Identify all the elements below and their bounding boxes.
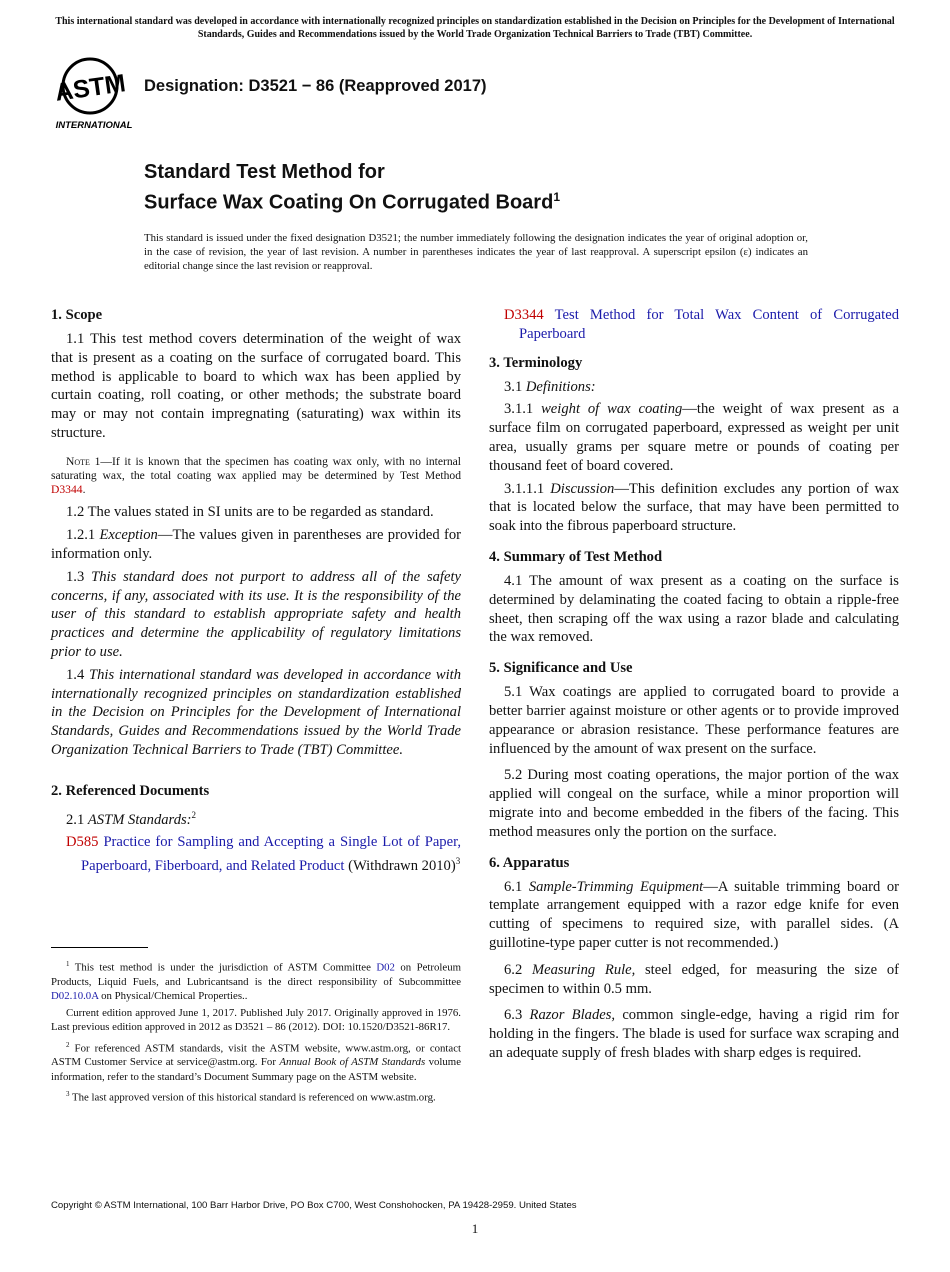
- text: This test method is under the jurisdiction of ASTM Committee: [69, 961, 377, 974]
- paragraph-3-1-1: [489, 400, 899, 475]
- reference-d585[interactable]: [51, 833, 461, 875]
- note-label: Note 1: [66, 454, 101, 468]
- logo-text: ASTM: [54, 69, 128, 107]
- text: This standard does not purport to address all of the safety concerns, if any, associated with its use. It is the responsibility of the user of this standard to establish appropriate safety and health practices and determine the applicability of regulatory limitations prior to use.: [51, 568, 461, 660]
- section-heading-significance: 5. Significance and Use: [489, 660, 633, 677]
- term: ASTM Standards:: [87, 811, 192, 828]
- paragraph-3-1: [489, 378, 899, 397]
- num: 6.1: [504, 878, 529, 895]
- footnote-mark: 3: [455, 856, 461, 867]
- paragraph-2-1: [51, 806, 461, 830]
- paragraph-1-1: 1.1 This test method covers determination of the weight of wax that is present as a coating on the surface of corrugated board. This method is applicable to board to which wax has been applied by curtain coating, roll coating, or other methods; the substrate board may or may not contain impregnating (saturating) wax within its structure.: [51, 331, 461, 441]
- sup: 1: [66, 960, 70, 968]
- num: 1.3: [66, 568, 92, 585]
- text: on Physical/Chemical Properties..: [98, 990, 248, 1002]
- term: Exception: [99, 527, 158, 544]
- sup: 2: [66, 1040, 70, 1049]
- paragraph-1-4: [51, 666, 461, 760]
- footnote-mark: 2: [191, 809, 197, 820]
- num: 6.2: [504, 961, 532, 978]
- section-heading-apparatus: 6. Apparatus: [489, 854, 570, 871]
- copyright-notice: Copyright © ASTM International, 100 Barr Harbor Drive, PO Box C700, West Conshohocken, PA 19428-2959. United States: [51, 1200, 577, 1211]
- num: 3.1: [504, 378, 526, 395]
- num: 3.1.1.1: [504, 480, 551, 497]
- page-number: 1: [471, 1221, 479, 1236]
- title-footnote-mark: 1: [553, 190, 560, 204]
- term: Definitions:: [525, 378, 596, 395]
- term: Sample-Trimming Equipment: [528, 878, 704, 895]
- standards-banner: This international standard was developed in accordance with internationally recognized principles on standardization established in the Decision on Principles for the Development of International Standards, Guides and Recommendations issued by the World Trade Organization Technical Barriers to Trade (TBT) Committee.: [55, 16, 895, 40]
- astm-logo-icon: [54, 56, 134, 132]
- footnotes: [51, 957, 461, 1108]
- subcommittee-link[interactable]: D02.10.0A: [51, 990, 99, 1002]
- num: 2.1: [66, 811, 88, 828]
- designation: Designation: D3521 − 86 (Reapproved 2017): [144, 77, 487, 95]
- sup: 3: [66, 1089, 70, 1098]
- section-heading-summary: 4. Summary of Test Method: [489, 548, 663, 565]
- num: 6.3: [504, 1007, 530, 1024]
- title-line-1: Standard Test Method for: [144, 161, 385, 183]
- text: Annual Book of ASTM Standards: [279, 1056, 426, 1069]
- text: steel edged, for measuring the size of specimen to within 0.5 mm.: [489, 961, 899, 997]
- note-text: —If it is known that the specimen has coating wax only, with no internal saturating wax, the total coating wax applied may be determined by Test Method: [51, 454, 462, 482]
- ref-title-link[interactable]: Test Method for Total Wax Content of Corrugated Paperboard: [519, 307, 899, 342]
- footnote-edition: Current edition approved June 1, 2017. Published July 2017. Originally approved in 1976. Last previous edition approved in 2012 as D3521 – 86 (2012). DOI: 10.1520/D3521-86R17.: [51, 1007, 461, 1034]
- paragraph-1-3: [51, 568, 461, 662]
- text: For referenced ASTM standards, visit the ASTM website, www.astm.org, or contact ASTM Customer Service at service@astm.org. For: [51, 1042, 461, 1069]
- term: Razor Blades,: [529, 1007, 616, 1024]
- paragraph-4-1: 4.1 The amount of wax present as a coating on the surface is determined by delaminating the coated facing to obtain a ripple-free sheet, then scraping off the wax using a razor blade and calculating the wax removed.: [489, 572, 899, 646]
- text: —This definition excludes any portion of wax that is located below the surface, that may have been permitted to soak into the fibrous paperboard structure.: [489, 480, 899, 535]
- reference-d3344[interactable]: [489, 306, 899, 344]
- right-column: [489, 300, 899, 1067]
- document-title: [144, 160, 560, 216]
- ref-code[interactable]: D3344: [504, 307, 544, 323]
- term: weight of wax coating: [541, 401, 683, 418]
- footnote-3: [51, 1087, 461, 1105]
- paragraph-5-1: 5.1 Wax coatings are applied to corrugated board to provide a better barrier against moisture or other agents or to provide improved appearance or abrasion resistance. These performance features are influenced by the amount of wax present on the surface.: [489, 684, 899, 757]
- paragraph-1-2-1: [51, 526, 461, 564]
- paragraph-3-1-1-1: [489, 480, 899, 536]
- left-column: [51, 300, 461, 880]
- text: The last approved version of this historical standard is referenced on www.astm.org.: [69, 1091, 436, 1104]
- footnote-rule: [51, 947, 148, 948]
- section-heading-scope: 1. Scope: [51, 307, 103, 323]
- committee-link[interactable]: D02: [376, 961, 395, 974]
- note-1: [51, 455, 461, 498]
- paragraph-6-1: [489, 878, 899, 953]
- term: Discussion: [550, 480, 615, 497]
- preamble: This standard is issued under the fixed designation D3521; the number immediately following the designation indicates the year of original adoption or, in the case of revision, the year of last revision. A number in parentheses indicates the year of last reapproval. A superscript epsilon (ε) indicates an editorial change since the last revision or reapproval.: [144, 232, 808, 272]
- num: 1.2.1: [66, 527, 100, 544]
- num: 3.1.1: [504, 401, 542, 418]
- paragraph-1-2: 1.2 The values stated in SI units are to be regarded as standard.: [66, 504, 434, 521]
- logo-subtext: INTERNATIONAL: [55, 120, 133, 131]
- section-heading-referenced-documents: 2. Referenced Documents: [51, 782, 210, 799]
- section-heading-terminology: 3. Terminology: [489, 354, 583, 371]
- footnote-2: [51, 1038, 461, 1084]
- term: Measuring Rule,: [531, 961, 636, 978]
- title-line-2: Surface Wax Coating On Corrugated Board: [144, 191, 554, 214]
- text: —The values given in parentheses are provided for information only.: [51, 527, 461, 562]
- text: This international standard was developed in accordance with internationally recognized principles on standardization established in the Decision on Principles for the Development of International Standards, Guides and Recommendations issued by the World Trade Organization Technical Barriers to Trade (TBT) Committee.: [51, 666, 462, 758]
- paragraph-6-2: [489, 961, 899, 999]
- note-ref-link[interactable]: D3344: [51, 483, 83, 497]
- ref-code[interactable]: D585: [66, 834, 99, 851]
- note-end: .: [82, 483, 86, 497]
- text: common single-edge, having a rigid rim for holding in the fingers. The blade is used for surface wax scraping and an adequate supply of fresh blades with sharp edges is required.: [489, 1007, 900, 1061]
- text: on Petroleum Products, Liquid Fuels, and Lubricantsand is the direct responsibility of Subcommittee: [51, 961, 461, 988]
- paragraph-5-2: 5.2 During most coating operations, the major portion of the wax applied will congeal on the surface, while a minor proportion will migrate into and become embedded in the fibers of the facing. This method measures only the portion on the surface.: [489, 767, 899, 840]
- text: —the weight of wax present as a surface film on corrugated paperboard, expressed as weight per unit area, usually grams per square metre or pounds of coating per thousand feet of board covered.: [489, 401, 900, 474]
- num: 1.4: [66, 666, 90, 683]
- paragraph-6-3: [489, 1006, 899, 1062]
- text: volume information, refer to the standard’s Document Summary page on the ASTM website.: [51, 1056, 461, 1083]
- ref-title-link[interactable]: Practice for Sampling and Accepting a Single Lot of Paper, Paperboard, Fiberboard, and Related Product: [81, 834, 461, 875]
- text: —A suitable trimming board or template arrangement equipped with a razor edge knife for even cutting of specimens to required size, with parallel sides. (A guillotine-type paper cutter is not recommended.): [489, 878, 899, 951]
- ref-note: (Withdrawn 2010): [348, 858, 456, 875]
- footnote-1: [51, 957, 461, 1003]
